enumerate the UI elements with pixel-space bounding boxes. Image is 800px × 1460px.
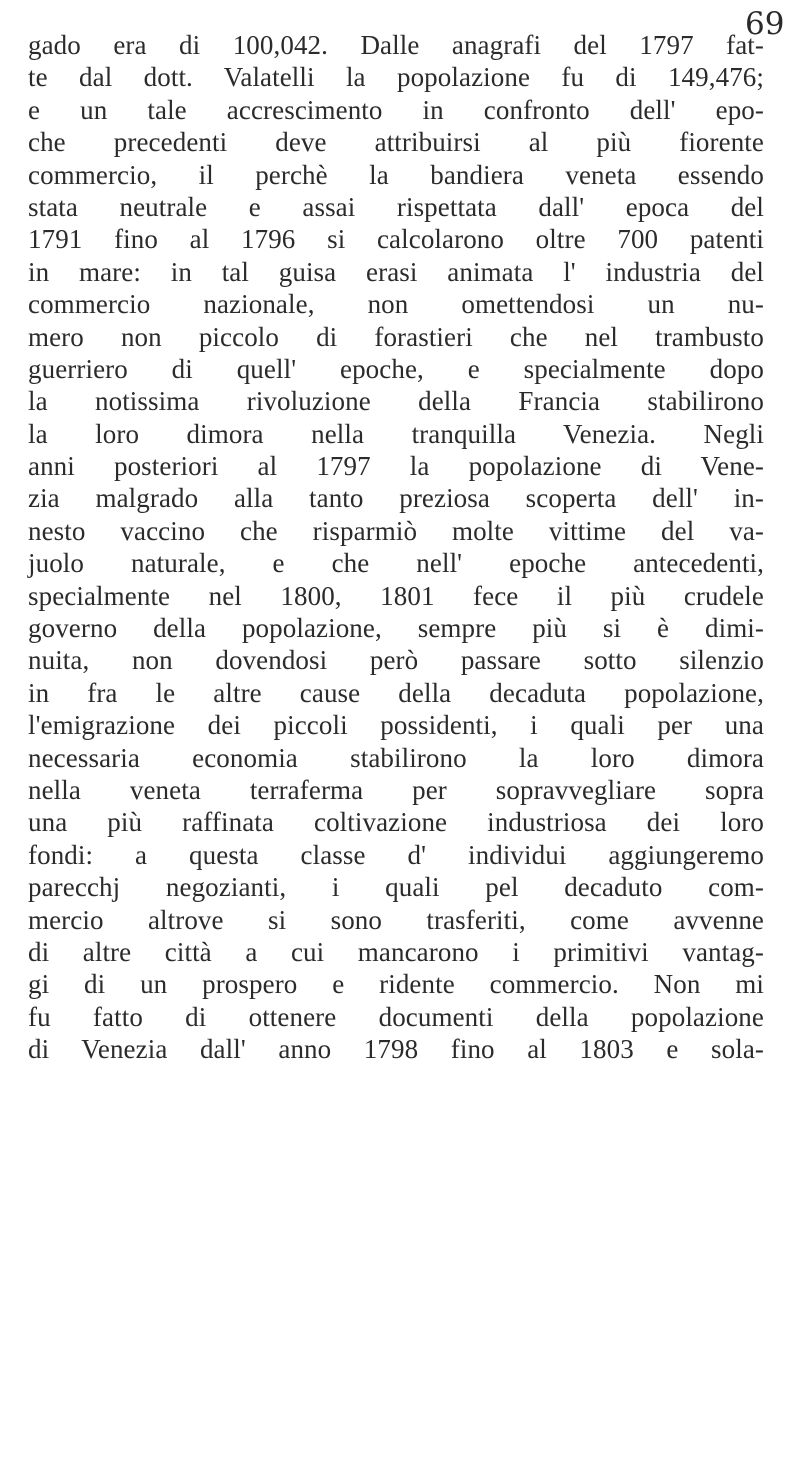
text-line: te dal dott. Valatelli la popolazione fu di 149,476; xyxy=(28,62,764,93)
text-line: governo della popolazione, sempre più si è dimi- xyxy=(28,613,764,644)
text-line: mercio altrove si sono trasferiti, come avvenne xyxy=(28,904,764,935)
text-line: guerriero di quell' epoche, e specialmente dopo xyxy=(28,353,764,384)
text-line: nella veneta terraferma per sopravvegliare sopra xyxy=(28,774,764,805)
page-number: 69 xyxy=(745,6,785,42)
text-line: nesto vaccino che risparmiò molte vittime del va- xyxy=(28,515,764,546)
body-text xyxy=(28,29,764,1066)
text-line: stata neutrale e assai rispettata dall' epoca del xyxy=(28,191,764,222)
text-line: fondi: a questa classe d' individui aggiungeremo xyxy=(28,839,764,870)
text-line: parecchj negozianti, i quali pel decaduto com- xyxy=(28,872,764,903)
text-line: 1791 fino al 1796 si calcolarono oltre 700 patenti xyxy=(28,224,764,255)
text-line: in fra le altre cause della decaduta popolazione, xyxy=(28,677,764,708)
text-line: una più raffinata coltivazione industriosa dei loro xyxy=(28,807,764,838)
text-line: di altre città a cui mancarono i primitivi vantag- xyxy=(28,936,764,967)
text-line: in mare: in tal guisa erasi animata l' industria del xyxy=(28,256,764,287)
text-line: gado era di 100,042. Dalle anagrafi del 1797 fat- xyxy=(28,30,764,60)
text-line: commercio, il perchè la bandiera veneta essendo xyxy=(28,159,764,190)
text-line: anni posteriori al 1797 la popolazione di Vene- xyxy=(28,451,764,482)
text-line: gi di un prospero e ridente commercio. Non mi xyxy=(28,969,764,1000)
text-line: la notissima rivoluzione della Francia stabilirono xyxy=(28,386,764,417)
text-line: la loro dimora nella tranquilla Venezia. Negli xyxy=(28,418,764,449)
text-line: e un tale accrescimento in confronto dell' epo- xyxy=(28,94,764,125)
text-line: l'emigrazione dei piccoli possidenti, i quali per una xyxy=(28,710,764,741)
text-line: juolo naturale, e che nell' epoche antecedenti, xyxy=(28,548,764,579)
text-line: zia malgrado alla tanto preziosa scoperta dell' in- xyxy=(28,483,764,514)
text-line: nuita, non dovendosi però passare sotto silenzio xyxy=(28,645,764,676)
text-line: che precedenti deve attribuirsi al più fiorente xyxy=(28,127,764,158)
text-line: commercio nazionale, non omettendosi un nu- xyxy=(28,289,764,320)
text-line: specialmente nel 1800, 1801 fece il più crudele xyxy=(28,580,764,611)
text-line: fu fatto di ottenere documenti della popolazione xyxy=(28,1001,764,1032)
text-line: di Venezia dall' anno 1798 fino al 1803 e sola- xyxy=(28,1034,764,1065)
text-line: necessaria economia stabilirono la loro dimora xyxy=(28,742,764,773)
text-line: mero non piccolo di forastieri che nel trambusto xyxy=(28,321,764,352)
